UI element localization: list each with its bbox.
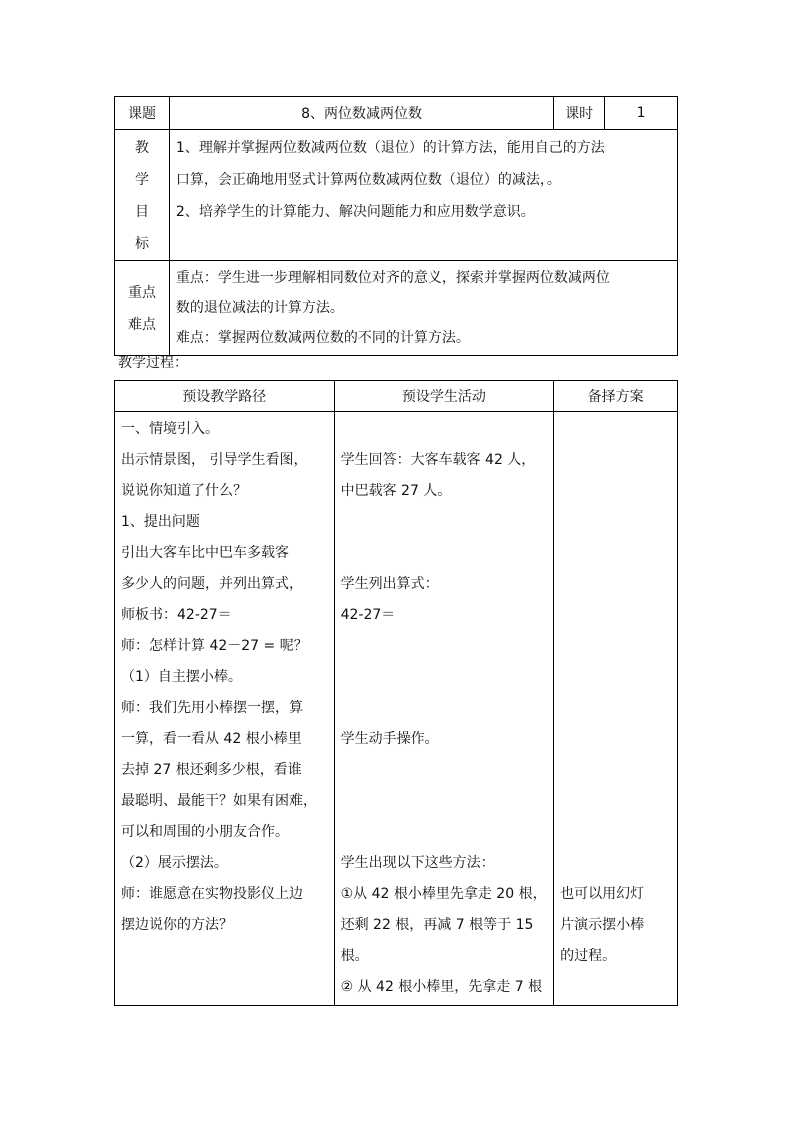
blank-line <box>560 724 671 755</box>
teacher-line: 可以和周围的小朋友合作。 <box>121 824 289 840</box>
blank-line <box>341 693 548 724</box>
blank-line <box>560 476 671 507</box>
alternative-line-1: 也可以用幻灯 <box>560 886 645 902</box>
lesson-title: 8、两位数减两位数 <box>169 97 553 130</box>
subject-label: 课题 <box>115 97 170 130</box>
blank-line <box>560 414 671 445</box>
period-label: 课时 <box>554 97 605 130</box>
blank-line <box>341 817 548 848</box>
blank-line <box>341 755 548 786</box>
teacher-line: 说说你知道了什么？ <box>121 483 247 499</box>
goals-row <box>115 130 678 261</box>
blank-line <box>341 631 548 662</box>
difficulty-line: 难点：掌握两位数减两位数的不同的计算方法。 <box>175 330 470 346</box>
alternative-column <box>554 412 678 1006</box>
header-alternative: 备择方案 <box>554 381 678 412</box>
teacher-line: 最聪明、最能干？如果有困难， <box>121 793 317 809</box>
student-method-2-a: ② 从 42 根小棒里，先拿走 7 根 <box>340 979 543 995</box>
student-formula-label: 学生列出算式： <box>340 576 439 592</box>
teacher-line: 一算，看一看从 42 根小棒里 <box>121 731 302 747</box>
teacher-path-column <box>115 412 335 1006</box>
student-method-1-b: 还剩 22 根，再减 7 根等于 15 <box>340 917 534 933</box>
blank-line <box>341 662 548 693</box>
student-answer-line-1: 学生回答：大客车载客 42 人， <box>340 452 536 468</box>
goals-label <box>115 130 170 261</box>
blank-line <box>560 569 671 600</box>
process-header-row <box>115 381 678 412</box>
teacher-line: 师：谁愿意在实物投影仪上边 <box>121 886 303 902</box>
process-body-row <box>115 412 678 1006</box>
blank-line <box>560 786 671 817</box>
teacher-line: （2）展示摆法。 <box>121 855 228 871</box>
student-answer-line-2: 中巴载客 27 人。 <box>340 483 452 499</box>
key-points-content <box>169 261 677 356</box>
goals-label-char-3: 目 <box>134 204 149 220</box>
goal-2: 2、培养学生的计算能力、解决问题能力和应用数学意识。 <box>175 204 535 220</box>
teacher-line: 师：我们先用小棒摆一摆，算 <box>121 700 303 716</box>
goals-label-char-2: 学 <box>134 172 149 188</box>
blank-line <box>341 414 548 445</box>
goals-content <box>169 130 677 261</box>
teacher-line: 1、提出问题 <box>121 514 200 530</box>
process-label: 教学过程： <box>118 355 188 371</box>
header-student-activity: 预设学生活动 <box>334 381 554 412</box>
blank-line <box>341 538 548 569</box>
goals-label-char-4: 标 <box>134 236 149 252</box>
blank-line <box>560 631 671 662</box>
goal-1-line-a: 1、理解并掌握两位数减两位数（退位）的计算方法，能用自己的方法 <box>175 140 605 156</box>
key-point-line-a: 重点：学生进一步理解相同数位对齐的意义，探索并掌握两位数减两位 <box>175 270 610 286</box>
blank-line <box>560 755 671 786</box>
lesson-info-table <box>114 96 678 356</box>
teacher-line: 引出大客车比中巴车多载客 <box>121 545 289 561</box>
student-method-1-a: ①从 42 根小棒里先拿走 20 根， <box>340 886 547 902</box>
process-table <box>114 380 678 1006</box>
teacher-line: 去掉 27 根还剩多少根，看谁 <box>121 762 302 778</box>
blank-line <box>560 848 671 879</box>
student-formula: 42-27＝ <box>340 607 396 623</box>
blank-line <box>560 817 671 848</box>
teacher-line: 师板书：42-27＝ <box>121 607 232 623</box>
blank-line <box>560 445 671 476</box>
student-activity-column <box>334 412 554 1006</box>
goals-label-char-1: 教 <box>134 140 149 156</box>
title-row <box>115 97 678 130</box>
goal-1-line-b: 口算，会正确地用竖式计算两位数减两位数（退位）的减法，。 <box>175 172 561 188</box>
key-label-line-1: 重点 <box>127 285 156 301</box>
blank-line <box>560 507 671 538</box>
teacher-line: 多少人的问题，并列出算式， <box>121 576 303 592</box>
key-point-line-b: 数的退位减法的计算方法。 <box>175 300 344 316</box>
blank-line <box>560 693 671 724</box>
blank-line <box>560 662 671 693</box>
teacher-line: （1）自主摆小棒。 <box>121 669 242 685</box>
teacher-line: 出示情景图， 引导学生看图， <box>121 452 308 468</box>
teacher-line: 师：怎样计算 42－27 = 呢？ <box>121 638 308 654</box>
period-value: 1 <box>605 97 678 130</box>
blank-line <box>560 538 671 569</box>
blank-line <box>341 507 548 538</box>
student-methods-intro: 学生出现以下这些方法： <box>340 855 495 871</box>
key-points-label <box>115 261 170 356</box>
student-operate: 学生动手操作。 <box>340 731 439 747</box>
key-label-line-2: 难点 <box>127 317 156 333</box>
blank-line <box>560 600 671 631</box>
student-method-1-c: 根。 <box>340 948 369 964</box>
blank-line <box>341 786 548 817</box>
alternative-line-3: 的过程。 <box>560 948 617 964</box>
key-points-row <box>115 261 678 356</box>
teacher-line: 一、情境引入。 <box>121 421 219 437</box>
alternative-line-2: 片演示摆小棒 <box>560 917 645 933</box>
header-teacher-path: 预设教学路径 <box>115 381 335 412</box>
teacher-line: 摆边说你的方法？ <box>121 917 233 933</box>
